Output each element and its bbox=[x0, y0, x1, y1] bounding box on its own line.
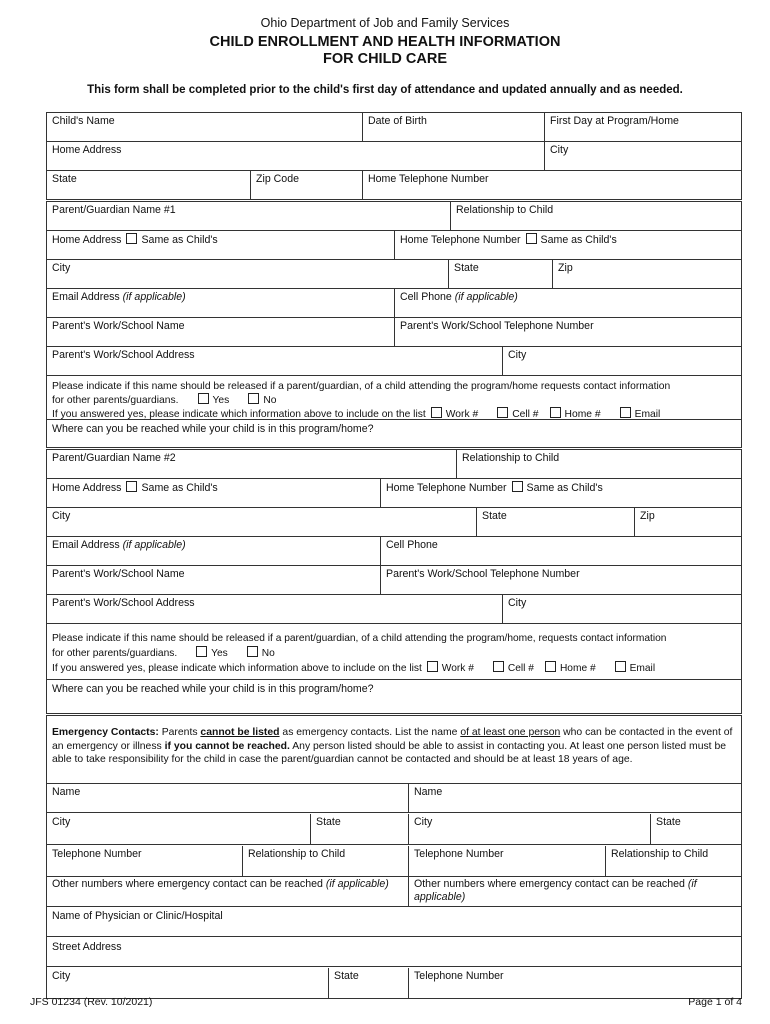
p1-relationship-field[interactable] bbox=[451, 202, 741, 230]
field-note: (if applicable) bbox=[325, 878, 389, 890]
field-label: First Day at Program/Home bbox=[550, 115, 679, 127]
field-label: Parent/Guardian Name #2 bbox=[52, 452, 176, 464]
p2-relationship-field[interactable] bbox=[457, 450, 741, 478]
field-label: City bbox=[52, 510, 71, 522]
child-row-2 bbox=[46, 142, 742, 171]
field-label: Other numbers where emergency contact can be reached bbox=[414, 878, 688, 890]
ec2-phone-field[interactable] bbox=[409, 846, 606, 876]
p1-city-field[interactable] bbox=[47, 260, 449, 288]
ec2-city-field[interactable] bbox=[409, 814, 651, 844]
p1-cell-checkbox[interactable] bbox=[497, 407, 508, 418]
field-label: Child's Name bbox=[52, 115, 115, 127]
p1-row-6 bbox=[46, 347, 742, 376]
p2-row-5 bbox=[46, 566, 742, 595]
checkbox-label: Same as Child's bbox=[141, 482, 218, 494]
p2-zip-field[interactable] bbox=[635, 508, 741, 536]
enrollment-form bbox=[46, 112, 742, 999]
p1-address-field[interactable] bbox=[47, 231, 395, 259]
emergency-text: Any person listed should be able to assist in contacting you. At least one person listed must be able to take responsibility for the child in case the parent/guardian cannot be contacted and should be at least 18 years of age. bbox=[52, 740, 727, 765]
p1-release-yes-checkbox[interactable] bbox=[198, 393, 209, 404]
field-label: City bbox=[52, 970, 71, 982]
field-label: Name bbox=[414, 786, 443, 798]
checkbox-label: No bbox=[263, 395, 277, 406]
checkbox-label: Same as Child's bbox=[526, 482, 603, 494]
field-label: City bbox=[52, 262, 71, 274]
physician-name-field[interactable] bbox=[46, 907, 742, 937]
p2-row-6 bbox=[46, 595, 742, 624]
field-label: State bbox=[482, 510, 507, 522]
ec2-other-numbers-field[interactable] bbox=[409, 877, 741, 906]
field-label: Home Telephone Number bbox=[400, 234, 521, 246]
field-label: Parent's Work/School Telephone Number bbox=[386, 568, 580, 580]
field-label: Home Telephone Number bbox=[386, 482, 507, 494]
p2-same-phone-checkbox[interactable] bbox=[512, 481, 523, 492]
emergency-text: of at least one person bbox=[460, 727, 561, 738]
form-instructions: This form shall be completed prior to the child's first day of attendance and updated annually and as needed. bbox=[87, 84, 683, 96]
field-label: Home Address bbox=[52, 144, 122, 156]
child-state-field[interactable] bbox=[47, 171, 251, 199]
emergency-label: Emergency Contacts: bbox=[52, 727, 159, 738]
field-label: City bbox=[414, 816, 433, 828]
p1-row-3 bbox=[46, 260, 742, 289]
field-label: Email Address bbox=[52, 291, 123, 303]
child-phone-field[interactable] bbox=[363, 171, 741, 199]
checkbox-label: Work # bbox=[441, 663, 474, 674]
ec-row-other bbox=[46, 877, 742, 907]
release-text: Please indicate if this name should be released if a parent/guardian, of a child attending the program/home requests contact information bbox=[52, 381, 671, 392]
ec-row-city bbox=[46, 813, 742, 845]
p2-email-field[interactable] bbox=[47, 537, 381, 565]
p1-release-block bbox=[46, 376, 742, 420]
emergency-instructions bbox=[46, 715, 742, 784]
p2-state-field[interactable] bbox=[477, 508, 635, 536]
field-label: Relationship to Child bbox=[456, 204, 554, 216]
physician-phone-field[interactable] bbox=[409, 968, 741, 998]
release-text: for other parents/guardians. bbox=[52, 395, 179, 406]
child-row-1 bbox=[46, 112, 742, 142]
p2-work-checkbox[interactable] bbox=[427, 661, 438, 672]
physician-state-field[interactable] bbox=[329, 968, 409, 998]
p1-release-no-checkbox[interactable] bbox=[248, 393, 259, 404]
ec-row-phone bbox=[46, 845, 742, 877]
field-label: Street Address bbox=[52, 941, 122, 953]
p2-reach-field[interactable] bbox=[46, 680, 742, 714]
p2-home-checkbox[interactable] bbox=[545, 661, 556, 672]
child-zip-field[interactable] bbox=[251, 171, 363, 199]
release-text: If you answered yes, please indicate which information above to include on the list bbox=[52, 663, 422, 674]
checkbox-label: Cell # bbox=[512, 409, 539, 420]
ec2-name-field[interactable] bbox=[409, 784, 741, 812]
field-label: Relationship to Child bbox=[462, 452, 560, 464]
field-label: Telephone Number bbox=[52, 848, 142, 860]
field-label: Date of Birth bbox=[368, 115, 427, 127]
field-label: Parent/Guardian Name #1 bbox=[52, 204, 176, 216]
child-address-field[interactable] bbox=[47, 142, 545, 170]
form-subtitle: FOR CHILD CARE bbox=[322, 51, 448, 67]
checkbox-label: Email bbox=[634, 409, 661, 420]
p2-release-yes-checkbox[interactable] bbox=[196, 646, 207, 657]
emergency-text: cannot be listed bbox=[200, 727, 280, 738]
p2-name-field[interactable] bbox=[47, 450, 457, 478]
p1-cell-field[interactable] bbox=[395, 289, 741, 317]
ec1-city-field[interactable] bbox=[47, 814, 311, 844]
checkbox-label: No bbox=[261, 648, 275, 659]
p1-work-city-field[interactable] bbox=[503, 347, 741, 375]
checkbox-label: Same as Child's bbox=[540, 234, 617, 246]
p1-email-field[interactable] bbox=[47, 289, 395, 317]
p1-zip-field[interactable] bbox=[553, 260, 741, 288]
p1-name-field[interactable] bbox=[47, 202, 451, 230]
field-label: Relationship to Child bbox=[611, 848, 709, 860]
release-text: for other parents/guardians. bbox=[52, 648, 178, 659]
p2-same-address-checkbox[interactable] bbox=[126, 481, 137, 492]
form-title: CHILD ENROLLMENT AND HEALTH INFORMATION bbox=[209, 34, 561, 50]
form-id: JFS 01234 (Rev. 10/2021) bbox=[30, 996, 153, 1008]
p2-row-3 bbox=[46, 508, 742, 537]
field-label: Parent's Work/School Name bbox=[52, 320, 185, 332]
field-label: City bbox=[550, 144, 569, 156]
p1-row-2 bbox=[46, 231, 742, 260]
p1-row-5 bbox=[46, 318, 742, 347]
checkbox-label: Work # bbox=[445, 409, 479, 420]
ec2-relationship-field[interactable] bbox=[606, 846, 741, 876]
field-label: State bbox=[454, 262, 479, 274]
field-note: (if applicable) bbox=[122, 539, 186, 551]
ec2-state-field[interactable] bbox=[651, 814, 741, 844]
p2-cell-checkbox[interactable] bbox=[493, 661, 504, 672]
physician-city-field[interactable] bbox=[47, 968, 329, 998]
field-label: Email Address bbox=[52, 539, 123, 551]
p1-work-address-field[interactable] bbox=[47, 347, 503, 375]
p1-home-phone-field[interactable] bbox=[395, 231, 741, 259]
checkbox-label: Same as Child's bbox=[141, 234, 218, 246]
field-label: Parent's Work/School Telephone Number bbox=[400, 320, 594, 332]
field-label: Where can you be reached while your child is in this program/home? bbox=[52, 423, 374, 435]
release-text: If you answered yes, please indicate which information above to include on the list bbox=[52, 409, 426, 420]
ec1-phone-field[interactable] bbox=[47, 846, 243, 876]
field-note: (if applicable) bbox=[414, 878, 697, 903]
field-label: Home Telephone Number bbox=[368, 173, 489, 185]
p2-home-phone-field[interactable] bbox=[381, 479, 741, 507]
p2-row-2 bbox=[46, 479, 742, 508]
p2-row-4 bbox=[46, 537, 742, 566]
p1-reach-field[interactable] bbox=[46, 420, 742, 448]
page-number: Page 1 of 4 bbox=[688, 996, 742, 1008]
child-row-3 bbox=[46, 171, 742, 200]
field-label: State bbox=[656, 816, 681, 828]
p2-row-1 bbox=[46, 449, 742, 479]
child-city-field[interactable] bbox=[545, 142, 741, 170]
ec1-state-field[interactable] bbox=[311, 814, 409, 844]
field-label: Name of Physician or Clinic/Hospital bbox=[52, 910, 223, 922]
p1-same-phone-checkbox[interactable] bbox=[526, 233, 537, 244]
field-label: Zip bbox=[558, 262, 573, 274]
p2-release-block bbox=[46, 624, 742, 680]
p1-row-1 bbox=[46, 201, 742, 231]
physician-row-city bbox=[46, 967, 742, 999]
p1-work-checkbox[interactable] bbox=[431, 407, 442, 418]
p1-email-checkbox[interactable] bbox=[620, 407, 631, 418]
field-note: (if applicable) bbox=[454, 291, 518, 303]
field-label: City bbox=[508, 597, 527, 609]
p1-work-name-field[interactable] bbox=[47, 318, 395, 346]
field-label: City bbox=[508, 349, 527, 361]
field-label: Telephone Number bbox=[414, 970, 504, 982]
p1-work-phone-field[interactable] bbox=[395, 318, 741, 346]
p2-address-field[interactable] bbox=[47, 479, 381, 507]
release-text: Please indicate if this name should be released if a parent/guardian, of a child attending the program/home, requests contact information bbox=[52, 633, 667, 644]
p2-city-field[interactable] bbox=[47, 508, 477, 536]
p1-row-4 bbox=[46, 289, 742, 318]
field-label: Parent's Work/School Address bbox=[52, 597, 195, 609]
checkbox-label: Email bbox=[629, 663, 656, 674]
child-name-field[interactable] bbox=[47, 113, 363, 141]
checkbox-label: Home # bbox=[559, 663, 596, 674]
ec-row-name bbox=[46, 784, 742, 813]
p2-work-address-field[interactable] bbox=[47, 595, 503, 623]
checkbox-label: Cell # bbox=[507, 663, 534, 674]
child-first-day-field[interactable] bbox=[545, 113, 741, 141]
checkbox-label: Home # bbox=[564, 409, 601, 420]
p1-home-checkbox[interactable] bbox=[550, 407, 561, 418]
field-label: Relationship to Child bbox=[248, 848, 346, 860]
p2-work-name-field[interactable] bbox=[47, 566, 381, 594]
ec1-other-numbers-field[interactable] bbox=[47, 877, 409, 906]
p1-same-address-checkbox[interactable] bbox=[126, 233, 137, 244]
field-label: Home Address bbox=[52, 234, 122, 246]
field-label: City bbox=[52, 816, 71, 828]
field-label: Where can you be reached while your child is in this program/home? bbox=[52, 683, 374, 695]
field-label: Parent's Work/School Address bbox=[52, 349, 195, 361]
checkbox-label: Yes bbox=[212, 395, 230, 406]
ec1-relationship-field[interactable] bbox=[243, 846, 409, 876]
p1-state-field[interactable] bbox=[449, 260, 553, 288]
child-dob-field[interactable] bbox=[363, 113, 545, 141]
ec1-name-field[interactable] bbox=[47, 784, 409, 812]
emergency-text: as emergency contacts. List the name bbox=[279, 727, 461, 738]
field-label: Home Address bbox=[52, 482, 122, 494]
p2-work-phone-field[interactable] bbox=[381, 566, 741, 594]
field-label: Zip bbox=[640, 510, 655, 522]
physician-street-field[interactable] bbox=[46, 937, 742, 967]
field-label: Zip Code bbox=[256, 173, 299, 185]
field-note: (if applicable) bbox=[122, 291, 186, 303]
field-label: Cell Phone bbox=[400, 291, 455, 303]
emergency-text: if you cannot be reached. bbox=[164, 740, 290, 752]
field-label: State bbox=[52, 173, 77, 185]
field-label: Telephone Number bbox=[414, 848, 504, 860]
field-label: Cell Phone bbox=[386, 539, 438, 551]
p2-email-checkbox[interactable] bbox=[615, 661, 626, 672]
checkbox-label: Yes bbox=[211, 648, 228, 659]
field-label: Parent's Work/School Name bbox=[52, 568, 185, 580]
emergency-text: who can be contacted in the event of an emergency or illness bbox=[52, 727, 733, 752]
field-label: Other numbers where emergency contact can be reached bbox=[52, 878, 326, 890]
p2-cell-field[interactable] bbox=[381, 537, 741, 565]
p2-release-no-checkbox[interactable] bbox=[247, 646, 258, 657]
field-label: State bbox=[334, 970, 359, 982]
agency-name: Ohio Department of Job and Family Services bbox=[260, 16, 510, 30]
emergency-text: Parents bbox=[158, 727, 201, 738]
field-label: State bbox=[316, 816, 341, 828]
field-label: Name bbox=[52, 786, 81, 798]
p2-work-city-field[interactable] bbox=[503, 595, 741, 623]
